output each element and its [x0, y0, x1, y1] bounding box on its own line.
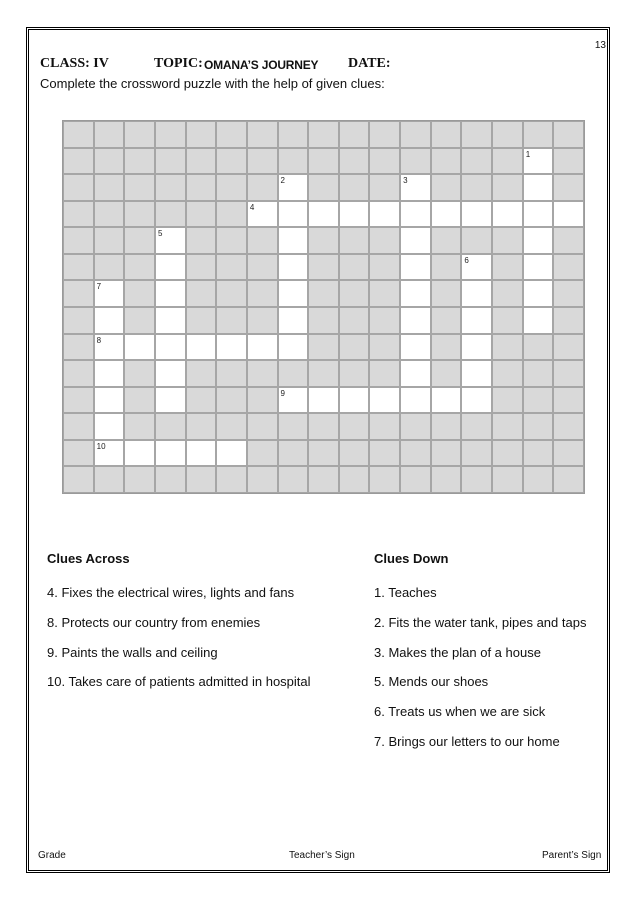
crossword-blocked-cell: [63, 254, 94, 281]
crossword-blocked-cell: [247, 148, 278, 175]
crossword-blocked-cell: [124, 413, 155, 440]
crossword-blocked-cell: [369, 148, 400, 175]
crossword-blocked-cell: [186, 227, 217, 254]
clue-down-item: 5. Mends our shoes: [374, 674, 489, 690]
crossword-blocked-cell: [94, 227, 125, 254]
crossword-blocked-cell: [523, 387, 554, 414]
crossword-blocked-cell: [186, 148, 217, 175]
crossword-blocked-cell: [63, 466, 94, 493]
crossword-blocked-cell: [553, 227, 584, 254]
crossword-answer-cell[interactable]: [247, 334, 278, 361]
clues-down: [374, 551, 586, 763]
crossword-blocked-cell: [431, 360, 462, 387]
crossword-answer-cell[interactable]: [369, 201, 400, 228]
crossword-blocked-cell: [553, 360, 584, 387]
crossword-blocked-cell: [523, 334, 554, 361]
crossword-blocked-cell: [339, 254, 370, 281]
crossword-blocked-cell: [431, 227, 462, 254]
crossword-blocked-cell: [400, 440, 431, 467]
crossword-blocked-cell: [369, 227, 400, 254]
crossword-blocked-cell: [124, 254, 155, 281]
crossword-answer-cell[interactable]: [278, 334, 309, 361]
crossword-blocked-cell: [523, 413, 554, 440]
crossword-blocked-cell: [492, 174, 523, 201]
crossword-answer-cell[interactable]: [523, 280, 554, 307]
crossword-answer-cell[interactable]: [400, 307, 431, 334]
crossword-answer-cell[interactable]: [369, 387, 400, 414]
crossword-blocked-cell: [492, 254, 523, 281]
crossword-blocked-cell: [553, 466, 584, 493]
crossword-blocked-cell: [492, 280, 523, 307]
crossword-answer-cell[interactable]: [94, 334, 125, 361]
crossword-answer-cell[interactable]: [461, 307, 492, 334]
crossword-blocked-cell: [63, 227, 94, 254]
crossword-answer-cell[interactable]: [308, 387, 339, 414]
crossword-blocked-cell: [400, 148, 431, 175]
crossword-blocked-cell: [369, 466, 400, 493]
crossword-blocked-cell: [492, 360, 523, 387]
crossword-blocked-cell: [216, 121, 247, 148]
crossword-blocked-cell: [155, 121, 186, 148]
crossword-blocked-cell: [124, 307, 155, 334]
crossword-blocked-cell: [400, 413, 431, 440]
topic-value: OMANA’S JOURNEY: [204, 58, 319, 72]
crossword-blocked-cell: [186, 307, 217, 334]
crossword-answer-cell[interactable]: [553, 201, 584, 228]
clue-down-item: 3. Makes the plan of a house: [374, 644, 541, 660]
crossword-blocked-cell: [94, 254, 125, 281]
crossword-blocked-cell: [186, 121, 217, 148]
crossword-blocked-cell: [492, 148, 523, 175]
crossword-blocked-cell: [216, 174, 247, 201]
clue-down-item: 2. Fits the water tank, pipes and taps: [374, 614, 587, 630]
crossword-answer-cell[interactable]: [523, 201, 554, 228]
crossword-blocked-cell: [186, 466, 217, 493]
crossword-answer-cell[interactable]: [155, 307, 186, 334]
crossword-blocked-cell: [124, 148, 155, 175]
crossword-blocked-cell: [308, 254, 339, 281]
crossword-answer-cell[interactable]: [278, 201, 309, 228]
crossword-blocked-cell: [492, 440, 523, 467]
crossword-blocked-cell: [431, 334, 462, 361]
crossword-answer-cell[interactable]: [94, 413, 125, 440]
crossword-answer-cell[interactable]: [400, 280, 431, 307]
crossword-blocked-cell: [339, 174, 370, 201]
crossword-answer-cell[interactable]: [94, 280, 125, 307]
crossword-blocked-cell: [278, 466, 309, 493]
crossword-answer-cell[interactable]: [400, 334, 431, 361]
grade-label: Grade: [38, 850, 66, 861]
crossword-blocked-cell: [492, 227, 523, 254]
crossword-answer-cell[interactable]: [124, 334, 155, 361]
crossword-blocked-cell: [339, 360, 370, 387]
crossword-answer-cell[interactable]: [186, 440, 217, 467]
crossword-blocked-cell: [369, 334, 400, 361]
crossword-answer-cell[interactable]: [400, 227, 431, 254]
clues-down-heading: Clues Down: [374, 551, 449, 566]
crossword-blocked-cell: [247, 440, 278, 467]
crossword-blocked-cell: [186, 280, 217, 307]
crossword-blocked-cell: [247, 466, 278, 493]
crossword-clue-number: 8: [96, 335, 102, 345]
crossword-blocked-cell: [278, 440, 309, 467]
crossword-blocked-cell: [308, 413, 339, 440]
crossword-answer-cell[interactable]: [308, 201, 339, 228]
crossword-clue-number: 9: [280, 388, 285, 398]
crossword-blocked-cell: [339, 440, 370, 467]
crossword-blocked-cell: [553, 174, 584, 201]
crossword-answer-cell[interactable]: [155, 254, 186, 281]
crossword-blocked-cell: [492, 413, 523, 440]
crossword-blocked-cell: [308, 227, 339, 254]
crossword-blocked-cell: [308, 307, 339, 334]
crossword-blocked-cell: [400, 121, 431, 148]
crossword-blocked-cell: [553, 440, 584, 467]
crossword-answer-cell[interactable]: [155, 280, 186, 307]
crossword-clue-number: 10: [96, 441, 106, 451]
crossword-grid: [62, 120, 585, 494]
crossword-blocked-cell: [63, 307, 94, 334]
crossword-blocked-cell: [461, 148, 492, 175]
crossword-answer-cell[interactable]: [461, 387, 492, 414]
crossword-blocked-cell: [247, 121, 278, 148]
crossword-answer-cell[interactable]: [523, 227, 554, 254]
crossword-blocked-cell: [216, 466, 247, 493]
instructions: Complete the crossword puzzle with the help of given clues:: [40, 76, 385, 91]
crossword-blocked-cell: [155, 413, 186, 440]
crossword-blocked-cell: [523, 121, 554, 148]
crossword-blocked-cell: [216, 360, 247, 387]
crossword-blocked-cell: [186, 360, 217, 387]
crossword-blocked-cell: [63, 413, 94, 440]
crossword-blocked-cell: [431, 148, 462, 175]
crossword-blocked-cell: [523, 440, 554, 467]
crossword-blocked-cell: [308, 466, 339, 493]
crossword-answer-cell[interactable]: [523, 148, 554, 175]
crossword-blocked-cell: [94, 466, 125, 493]
crossword-blocked-cell: [247, 227, 278, 254]
crossword-blocked-cell: [369, 413, 400, 440]
crossword-blocked-cell: [278, 121, 309, 148]
crossword-blocked-cell: [216, 227, 247, 254]
crossword-blocked-cell: [400, 466, 431, 493]
crossword-blocked-cell: [431, 280, 462, 307]
crossword-blocked-cell: [339, 121, 370, 148]
crossword-blocked-cell: [63, 148, 94, 175]
crossword-blocked-cell: [124, 227, 155, 254]
crossword-blocked-cell: [63, 121, 94, 148]
crossword-blocked-cell: [124, 360, 155, 387]
crossword-blocked-cell: [216, 413, 247, 440]
crossword-answer-cell[interactable]: [523, 174, 554, 201]
crossword-blocked-cell: [553, 148, 584, 175]
crossword-blocked-cell: [124, 201, 155, 228]
crossword-blocked-cell: [186, 413, 217, 440]
crossword-blocked-cell: [247, 360, 278, 387]
crossword-answer-cell[interactable]: [400, 254, 431, 281]
crossword-answer-cell[interactable]: [278, 174, 309, 201]
crossword-blocked-cell: [553, 413, 584, 440]
crossword-blocked-cell: [431, 440, 462, 467]
crossword-answer-cell[interactable]: [94, 440, 125, 467]
crossword-answer-cell[interactable]: [216, 440, 247, 467]
crossword-answer-cell[interactable]: [186, 334, 217, 361]
clue-down-item: 6. Treats us when we are sick: [374, 704, 546, 720]
crossword-blocked-cell: [492, 334, 523, 361]
crossword-answer-cell[interactable]: [278, 280, 309, 307]
crossword-blocked-cell: [124, 121, 155, 148]
crossword-answer-cell[interactable]: [124, 440, 155, 467]
crossword-clue-number: 2: [280, 176, 285, 186]
crossword-answer-cell[interactable]: [400, 174, 431, 201]
crossword-answer-cell[interactable]: [94, 360, 125, 387]
crossword-blocked-cell: [339, 280, 370, 307]
crossword-answer-cell[interactable]: [155, 387, 186, 414]
class-label: CLASS: IV: [40, 56, 109, 71]
crossword-blocked-cell: [461, 227, 492, 254]
crossword-blocked-cell: [308, 148, 339, 175]
crossword-blocked-cell: [461, 466, 492, 493]
crossword-answer-cell[interactable]: [155, 440, 186, 467]
crossword-blocked-cell: [308, 280, 339, 307]
crossword-blocked-cell: [369, 121, 400, 148]
crossword-blocked-cell: [461, 121, 492, 148]
crossword-clue-number: 7: [96, 282, 102, 292]
crossword-blocked-cell: [461, 440, 492, 467]
crossword-blocked-cell: [369, 254, 400, 281]
crossword-blocked-cell: [278, 360, 309, 387]
crossword-blocked-cell: [369, 307, 400, 334]
crossword-blocked-cell: [94, 121, 125, 148]
crossword-blocked-cell: [431, 413, 462, 440]
crossword-blocked-cell: [247, 174, 278, 201]
clues-across-heading: Clues Across: [47, 551, 130, 566]
worksheet-header: [40, 56, 600, 74]
crossword-answer-cell[interactable]: [339, 201, 370, 228]
crossword-blocked-cell: [339, 466, 370, 493]
crossword-answer-cell[interactable]: [461, 201, 492, 228]
crossword-blocked-cell: [216, 387, 247, 414]
crossword-blocked-cell: [308, 121, 339, 148]
crossword-blocked-cell: [369, 440, 400, 467]
crossword-blocked-cell: [308, 334, 339, 361]
crossword-blocked-cell: [247, 387, 278, 414]
crossword-blocked-cell: [155, 201, 186, 228]
crossword-blocked-cell: [63, 201, 94, 228]
crossword-blocked-cell: [492, 121, 523, 148]
crossword-answer-cell[interactable]: [461, 280, 492, 307]
teacher-sign-label: Teacher’s Sign: [289, 850, 355, 861]
crossword-blocked-cell: [553, 387, 584, 414]
crossword-blocked-cell: [186, 387, 217, 414]
crossword-answer-cell[interactable]: [155, 360, 186, 387]
clue-down-item: 7. Brings our letters to our home: [374, 733, 560, 749]
crossword-blocked-cell: [553, 121, 584, 148]
clue-across-item: 10. Takes care of patients admitted in hospital: [47, 674, 311, 690]
crossword-blocked-cell: [216, 148, 247, 175]
crossword-blocked-cell: [431, 307, 462, 334]
crossword-answer-cell[interactable]: [216, 334, 247, 361]
crossword-blocked-cell: [431, 174, 462, 201]
crossword-blocked-cell: [461, 174, 492, 201]
crossword-blocked-cell: [216, 201, 247, 228]
crossword-blocked-cell: [63, 360, 94, 387]
crossword-blocked-cell: [247, 413, 278, 440]
crossword-blocked-cell: [124, 174, 155, 201]
clue-across-item: 9. Paints the walls and ceiling: [47, 644, 218, 660]
crossword-answer-cell[interactable]: [278, 227, 309, 254]
crossword-blocked-cell: [339, 334, 370, 361]
crossword-clue-number: 1: [525, 149, 531, 159]
crossword-blocked-cell: [553, 334, 584, 361]
crossword-answer-cell[interactable]: [94, 387, 125, 414]
crossword-blocked-cell: [155, 466, 186, 493]
crossword-blocked-cell: [247, 254, 278, 281]
crossword-answer-cell[interactable]: [155, 334, 186, 361]
crossword-blocked-cell: [431, 254, 462, 281]
crossword-blocked-cell: [339, 227, 370, 254]
crossword-answer-cell[interactable]: [278, 307, 309, 334]
crossword-blocked-cell: [63, 387, 94, 414]
crossword-clue-number: 3: [403, 176, 408, 186]
crossword-blocked-cell: [492, 307, 523, 334]
crossword-blocked-cell: [431, 466, 462, 493]
crossword-blocked-cell: [431, 121, 462, 148]
crossword-blocked-cell: [216, 307, 247, 334]
clue-across-item: 4. Fixes the electrical wires, lights and fans: [47, 585, 295, 600]
topic-label: TOPIC:: [154, 56, 203, 71]
crossword-blocked-cell: [124, 280, 155, 307]
crossword-blocked-cell: [94, 201, 125, 228]
crossword-blocked-cell: [308, 440, 339, 467]
crossword-answer-cell[interactable]: [278, 254, 309, 281]
crossword-blocked-cell: [186, 201, 217, 228]
crossword-blocked-cell: [186, 254, 217, 281]
crossword-blocked-cell: [553, 254, 584, 281]
crossword-blocked-cell: [369, 174, 400, 201]
page-number: 13: [594, 40, 606, 51]
crossword-answer-cell[interactable]: [400, 360, 431, 387]
crossword-blocked-cell: [461, 413, 492, 440]
crossword-answer-cell[interactable]: [431, 201, 462, 228]
crossword-answer-cell[interactable]: [400, 387, 431, 414]
crossword-blocked-cell: [553, 280, 584, 307]
date-label: DATE:: [348, 56, 391, 71]
crossword-blocked-cell: [523, 360, 554, 387]
crossword-answer-cell[interactable]: [523, 254, 554, 281]
crossword-blocked-cell: [339, 148, 370, 175]
crossword-blocked-cell: [216, 254, 247, 281]
crossword-answer-cell[interactable]: [461, 360, 492, 387]
crossword-answer-cell[interactable]: [492, 201, 523, 228]
crossword-answer-cell[interactable]: [523, 307, 554, 334]
crossword-blocked-cell: [308, 174, 339, 201]
crossword-blocked-cell: [124, 466, 155, 493]
clue-across-item: 8. Protects our country from enemies: [47, 614, 261, 630]
crossword-blocked-cell: [369, 360, 400, 387]
crossword-answer-cell[interactable]: [461, 334, 492, 361]
crossword-answer-cell[interactable]: [278, 387, 309, 414]
crossword-blocked-cell: [155, 148, 186, 175]
crossword-answer-cell[interactable]: [155, 227, 186, 254]
clue-down-item: 1. Teaches: [374, 585, 437, 600]
crossword-blocked-cell: [308, 360, 339, 387]
crossword-blocked-cell: [63, 334, 94, 361]
crossword-blocked-cell: [63, 440, 94, 467]
clues-across: [47, 551, 311, 703]
crossword-blocked-cell: [492, 466, 523, 493]
crossword-blocked-cell: [247, 307, 278, 334]
crossword-answer-cell[interactable]: [400, 201, 431, 228]
crossword-clue-number: 5: [157, 229, 163, 239]
crossword-answer-cell[interactable]: [94, 307, 125, 334]
crossword-blocked-cell: [186, 174, 217, 201]
crossword-blocked-cell: [63, 280, 94, 307]
crossword-blocked-cell: [339, 307, 370, 334]
crossword-blocked-cell: [278, 148, 309, 175]
crossword-answer-cell[interactable]: [431, 387, 462, 414]
crossword-blocked-cell: [94, 174, 125, 201]
crossword-blocked-cell: [247, 280, 278, 307]
crossword-blocked-cell: [553, 307, 584, 334]
crossword-answer-cell[interactable]: [247, 201, 278, 228]
crossword-blocked-cell: [124, 387, 155, 414]
crossword-blocked-cell: [492, 387, 523, 414]
crossword-blocked-cell: [155, 174, 186, 201]
parent-sign-label: Parent’s Sign: [542, 850, 602, 861]
crossword-clue-number: 6: [464, 255, 469, 265]
crossword-blocked-cell: [94, 148, 125, 175]
crossword-clue-number: 4: [249, 202, 255, 212]
crossword-blocked-cell: [216, 280, 247, 307]
crossword-blocked-cell: [339, 413, 370, 440]
crossword-blocked-cell: [369, 280, 400, 307]
crossword-answer-cell[interactable]: [461, 254, 492, 281]
crossword-blocked-cell: [523, 466, 554, 493]
crossword-answer-cell[interactable]: [339, 387, 370, 414]
crossword-blocked-cell: [63, 174, 94, 201]
crossword-blocked-cell: [278, 413, 309, 440]
